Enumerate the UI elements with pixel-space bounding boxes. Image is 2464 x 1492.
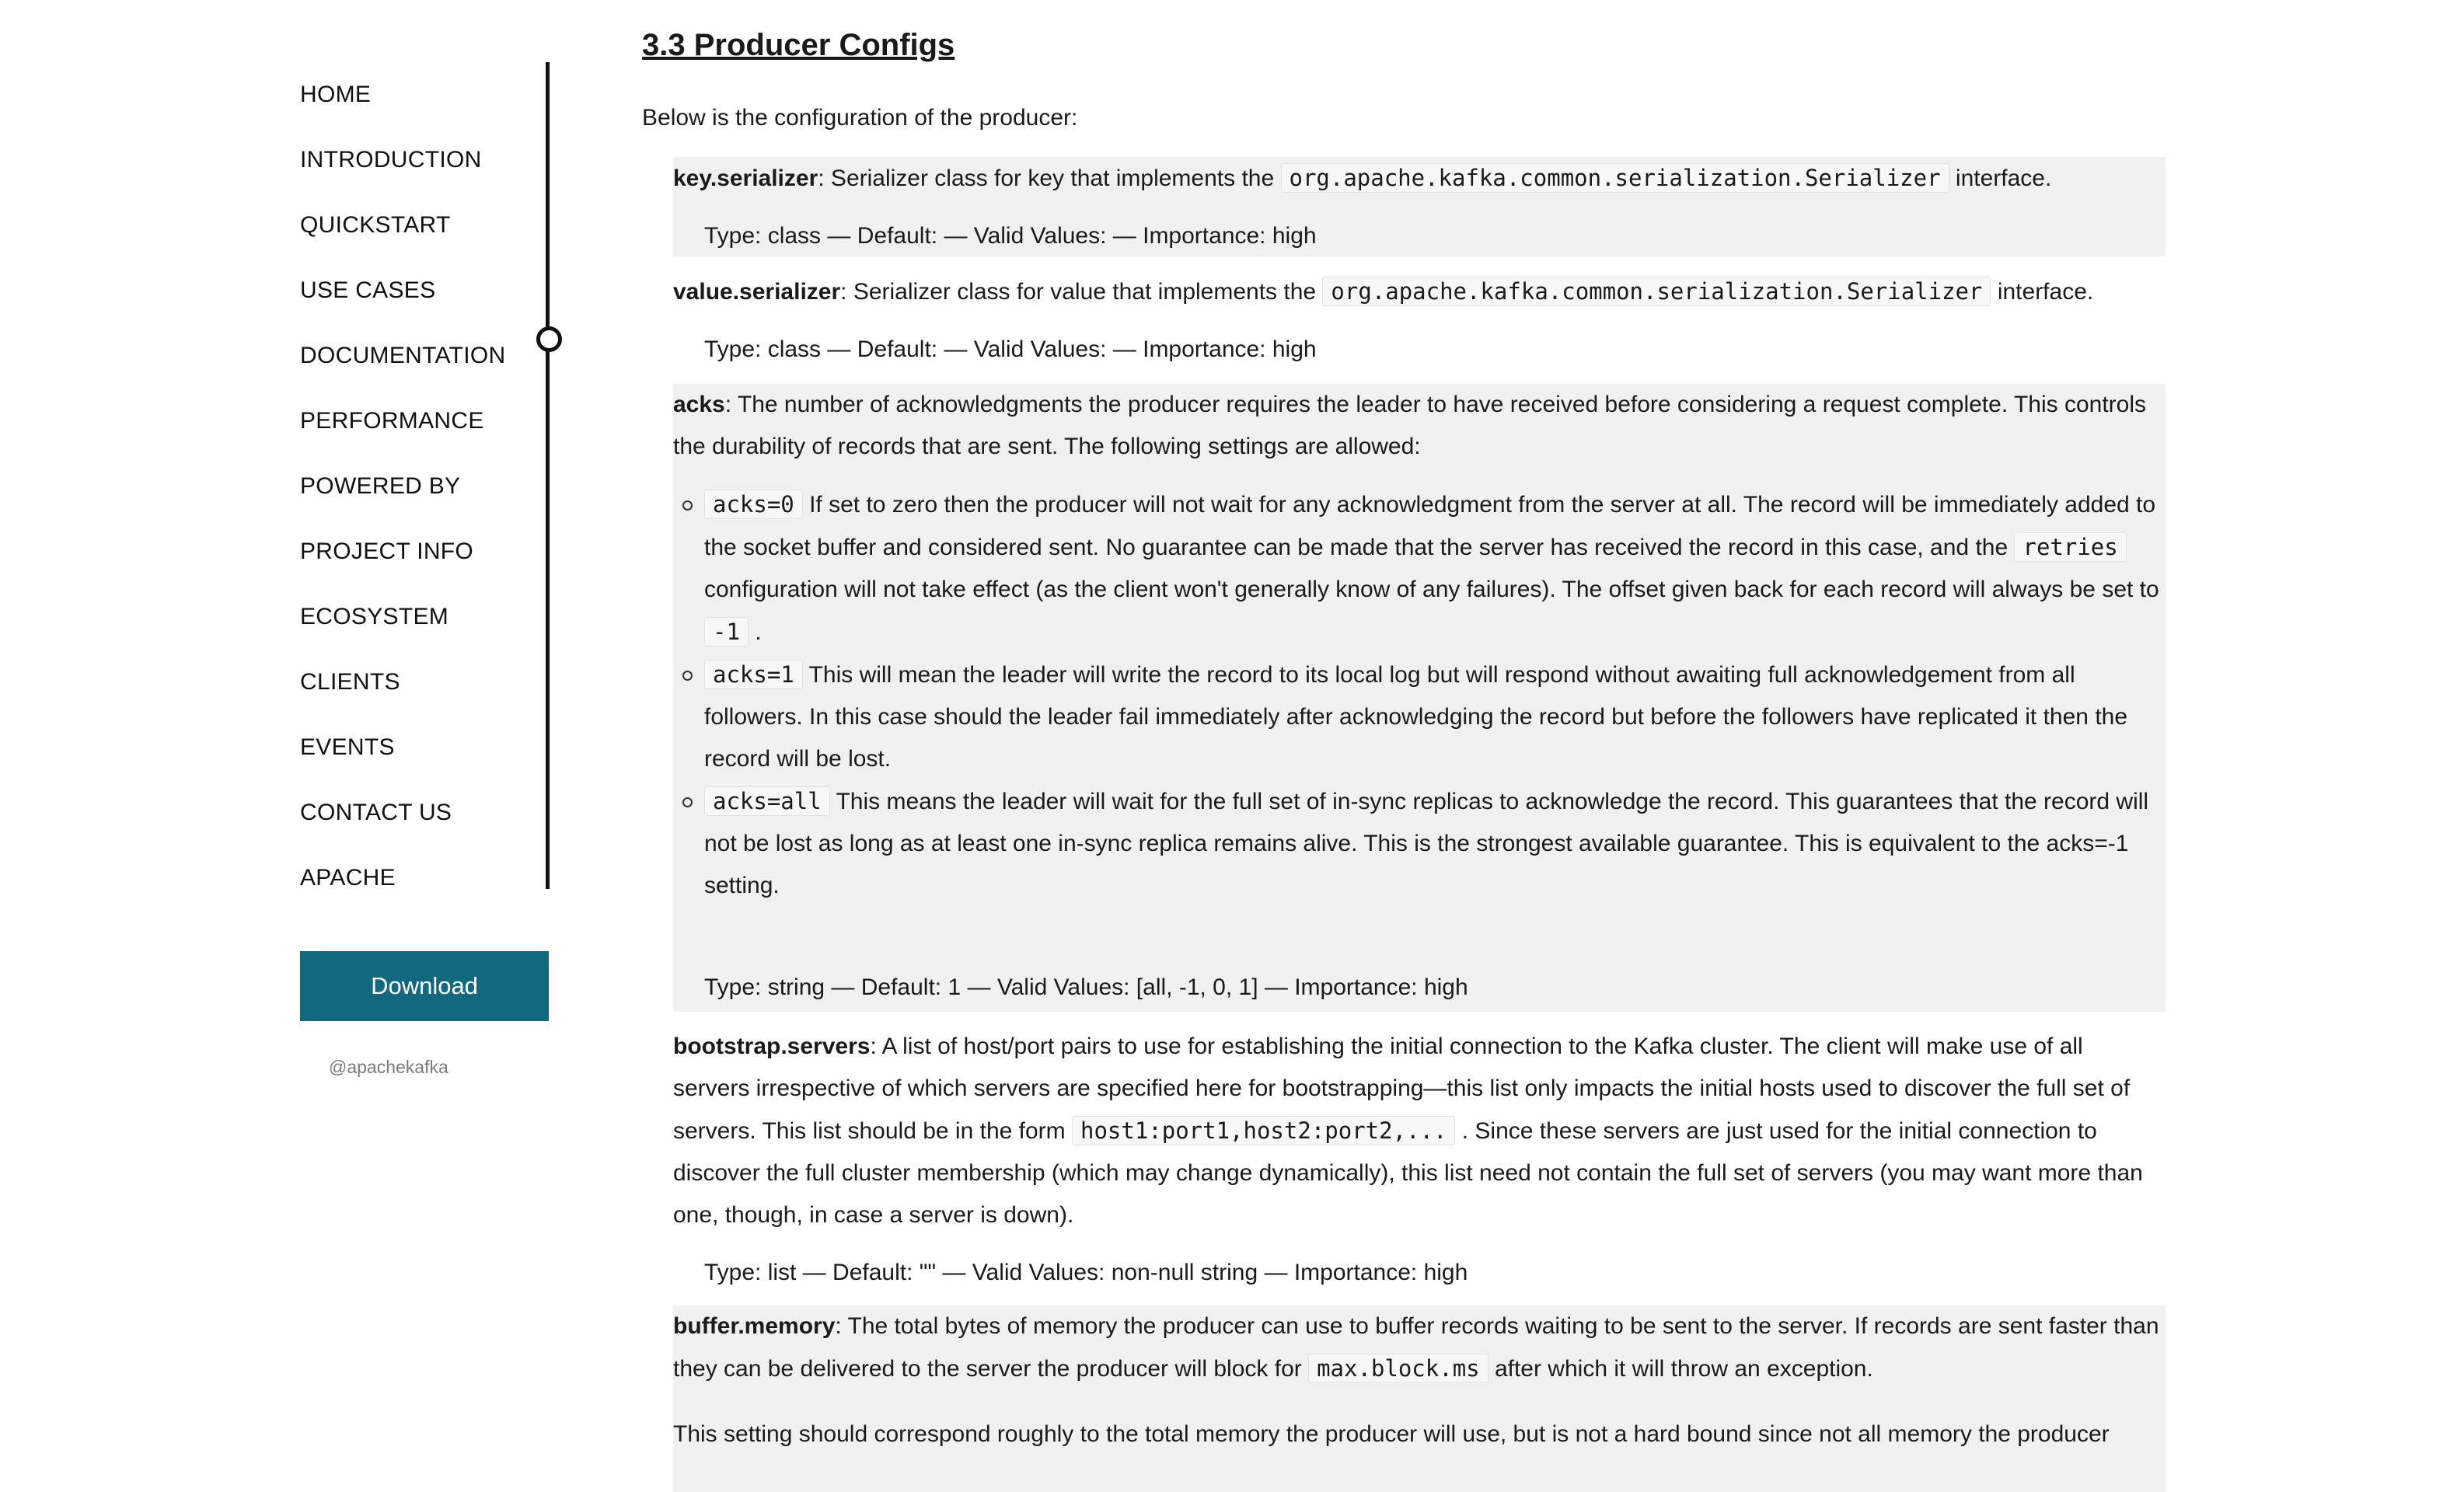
config-description: : A list of host/port pairs to use for establishing the initial connection to the Kafka cluster. The client will make use of all servers irrespective of which servers are specified here for bootstrapping—this list only impacts the initial hosts used to discover the full set of servers. This list should be in the form bbox=[673, 1034, 2131, 1144]
config-value-serializer bbox=[673, 270, 2166, 370]
config-meta: Type: list — Default: "" — Valid Values: non-null string — Importance: high bbox=[704, 1260, 1468, 1285]
nav-item-contact-us[interactable]: CONTACT US bbox=[300, 800, 452, 825]
config-name: bootstrap.servers bbox=[673, 1034, 871, 1059]
config-description: : The total bytes of memory the producer can use to buffer records waiting to be sent to the server. If records are sent faster than they can be delivered to the server the producer will block for bbox=[673, 1313, 2159, 1382]
config-description: : The number of acknowledgments the producer requires the leader to have received before considering a request complete. This controls the durability of records that are sent. The following settings are allowed: bbox=[673, 392, 2147, 459]
config-meta: Type: class — Default: — Valid Values: — Importance: high bbox=[704, 336, 1317, 362]
sidebar bbox=[0, 0, 575, 1481]
twitter-handle-link[interactable]: @apachekafka bbox=[329, 1057, 448, 1077]
option-text: . bbox=[748, 619, 762, 645]
option-code-minus-one: -1 bbox=[704, 617, 749, 647]
acks-option-0 bbox=[704, 483, 2166, 654]
option-text: If set to zero then the producer will not wait for any acknowledgment from the server at all. The record will be immediately added to the socket buffer and considered sent. No guarantee can be made that the server has received the record in this case, and the bbox=[704, 492, 2156, 560]
config-buffer-memory bbox=[673, 1306, 2166, 1492]
nav-item-clients[interactable]: CLIENTS bbox=[300, 669, 400, 695]
nav-item-ecosystem[interactable]: ECOSYSTEM bbox=[300, 604, 449, 629]
nav-item-powered-by[interactable]: POWERED BY bbox=[300, 473, 461, 499]
config-key-serializer bbox=[673, 157, 2166, 256]
config-description: : Serializer class for value that implements the bbox=[840, 279, 1323, 305]
config-description-end: interface. bbox=[1991, 279, 2094, 305]
option-code: acks=all bbox=[704, 786, 830, 816]
config-name: buffer.memory bbox=[673, 1313, 836, 1339]
nav-item-events[interactable]: EVENTS bbox=[300, 734, 395, 760]
config-code: max.block.ms bbox=[1308, 1354, 1489, 1383]
config-meta: Type: string — Default: 1 — Valid Values: [all, -1, 0, 1] — Importance: high bbox=[704, 974, 1468, 1000]
download-button[interactable]: Download bbox=[300, 951, 549, 1021]
nav-item-project-info[interactable]: PROJECT INFO bbox=[300, 539, 474, 564]
nav-item-documentation[interactable]: DOCUMENTATION bbox=[300, 343, 506, 368]
nav-timeline-line bbox=[546, 62, 550, 889]
config-name: acks bbox=[673, 392, 725, 417]
option-code-retries: retries bbox=[2014, 532, 2126, 562]
page-title: 3.3 Producer Configs bbox=[642, 28, 955, 62]
config-code: host1:port1,host2:port2,... bbox=[1072, 1116, 1455, 1145]
config-description: : Serializer class for key that implements the bbox=[818, 166, 1281, 191]
config-description-end: after which it will throw an exception. bbox=[1488, 1356, 1873, 1382]
config-description-end: . Since these servers are just used for the initial connection to discover the full cluster membership (which may change dynamically), this list need not contain the full set of servers (you may want more than one, though, in case a server is down). bbox=[673, 1118, 2143, 1228]
config-description-para2: This setting should correspond roughly to the total memory the producer will use, but is not a hard bound since not all memory the producer bbox=[673, 1421, 2110, 1447]
nav-item-use-cases[interactable]: USE CASES bbox=[300, 277, 436, 303]
acks-options-list bbox=[673, 483, 2166, 907]
nav-item-performance[interactable]: PERFORMANCE bbox=[300, 408, 484, 434]
config-description-end: interface. bbox=[1949, 166, 2052, 191]
option-text: This means the leader will wait for the full set of in-sync replicas to acknowledge the record. This guarantees that the record will not be lost as long as at least one in-sync replica remains alive. This is the strongest available guarantee. This is equivalent to the acks=-1 setting. bbox=[704, 789, 2149, 898]
option-text: configuration will not take effect (as the client won't generally know of any failures). The offset given back for each record will always be set to bbox=[704, 577, 2159, 602]
config-code: org.apache.kafka.common.serialization.Serializer bbox=[1322, 277, 1991, 306]
option-text: This will mean the leader will write the record to its local log but will respond without awaiting full acknowledgement from all followers. In this case should the leader fail immediately after acknowledging the record but before the followers have replicated it then the record will be lost. bbox=[704, 662, 2128, 772]
config-name: value.serializer bbox=[673, 279, 841, 305]
nav-item-introduction[interactable]: INTRODUCTION bbox=[300, 147, 482, 173]
option-code: acks=0 bbox=[704, 490, 803, 519]
nav-item-home[interactable]: HOME bbox=[300, 82, 372, 107]
config-acks bbox=[673, 384, 2166, 1012]
config-meta: Type: class — Default: — Valid Values: — Importance: high bbox=[704, 223, 1317, 249]
nav-item-apache[interactable]: APACHE bbox=[300, 865, 396, 891]
intro-text: Below is the configuration of the producer: bbox=[642, 105, 1078, 131]
config-name: key.serializer bbox=[673, 166, 818, 191]
acks-option-1 bbox=[704, 654, 2166, 780]
nav-item-quickstart[interactable]: QUICKSTART bbox=[300, 212, 451, 238]
nav-active-indicator bbox=[536, 326, 562, 352]
sidebar-nav bbox=[300, 62, 505, 911]
config-bootstrap-servers bbox=[673, 1026, 2166, 1306]
config-code: org.apache.kafka.common.serialization.Serializer bbox=[1281, 163, 1949, 193]
option-code: acks=1 bbox=[704, 660, 803, 689]
acks-option-all bbox=[704, 780, 2166, 907]
